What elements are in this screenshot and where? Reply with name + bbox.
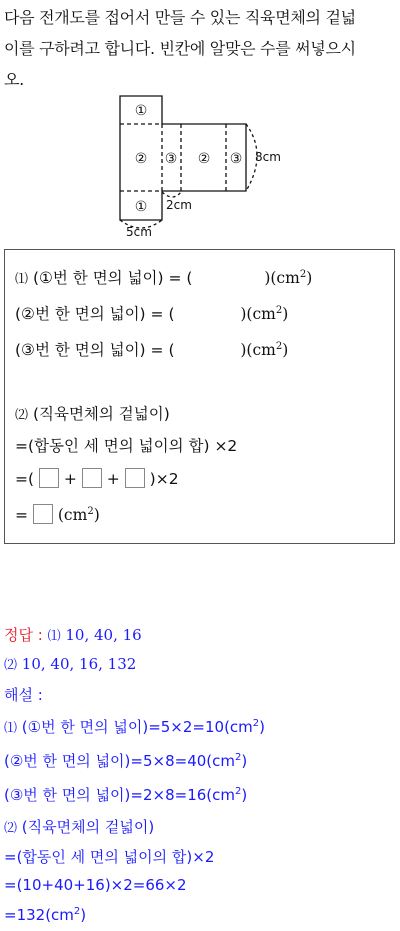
- blank-box-1[interactable]: [39, 468, 59, 488]
- answer-label: 정답 :: [4, 626, 43, 644]
- equals-sign: =: [15, 506, 28, 524]
- question-line-3: 오.: [4, 70, 24, 89]
- close-paren: ): [306, 269, 313, 287]
- face-2-area-label: (②번 한 면의 넓이) = (: [15, 305, 175, 323]
- face-3-a: ③: [164, 151, 178, 167]
- explanation-line-6: =(10+40+16)×2=66×2: [4, 876, 187, 894]
- surface-area-label: (직육면체의 겉넓이): [21, 818, 155, 836]
- explanation-line-7: [4, 906, 400, 924]
- close-paren: ): [259, 718, 266, 736]
- unit-cm: )(cm: [240, 305, 276, 323]
- explanation-line-3: [4, 784, 400, 805]
- face-1-area-label: (①번 한 면의 넓이) = (: [32, 269, 193, 287]
- face-2-left: ②: [134, 151, 148, 167]
- label-5cm: 5cm: [126, 225, 152, 239]
- answer-part-1-number: ⑴: [47, 629, 61, 644]
- problem-box: [4, 249, 395, 544]
- superscript-2: 2: [299, 269, 307, 280]
- box-line-4: [15, 402, 170, 424]
- face-2-area-calc: (②번 한 면의 넓이)=5×8=40(cm: [4, 752, 235, 770]
- blank-box-3[interactable]: [125, 468, 145, 488]
- unit-cm: )(cm: [240, 341, 276, 359]
- open-paren: =(: [15, 470, 35, 488]
- explanation-line-2: [4, 750, 400, 771]
- box-line-3: [15, 338, 288, 360]
- final-answer-calc: =132(cm: [4, 906, 74, 924]
- blank-box-4[interactable]: [33, 504, 53, 524]
- answer-line-1: [4, 624, 400, 645]
- plus-sign: +: [106, 470, 120, 488]
- net-diagram: [110, 92, 300, 242]
- explanation-part-2-number: ⑵: [4, 821, 18, 836]
- close-paren: ): [282, 341, 289, 359]
- unit-cm: )(cm: [264, 269, 300, 287]
- face-3-area-label: (③번 한 면의 넓이) = (: [15, 341, 175, 359]
- explanation-label: 해설 :: [4, 686, 43, 704]
- question-line-1: 다음 전개도를 접어서 만들 수 있는 직육면체의 겉넓: [4, 8, 356, 27]
- face-2-b: ②: [197, 151, 211, 167]
- explanation-line-4: [4, 816, 400, 837]
- box-line-1: [15, 266, 312, 288]
- close-paren: ): [282, 305, 289, 323]
- explanation-line-5: =(합동인 세 면의 넓이의 합)×2: [4, 848, 215, 866]
- close-paren: ): [93, 506, 100, 524]
- superscript-2: 2: [87, 506, 94, 517]
- blank-box-2[interactable]: [82, 468, 102, 488]
- face-1-area-calc: (①번 한 면의 넓이)=5×2=10(cm: [21, 718, 253, 736]
- face-3-b: ③: [229, 151, 243, 167]
- answer-part-2-number: ⑵: [4, 658, 18, 673]
- label-8cm: 8cm: [255, 150, 281, 164]
- face-1-top: ①: [134, 103, 148, 119]
- superscript-2: 2: [73, 906, 81, 917]
- face-3-area-calc: (③번 한 면의 넓이)=2×8=16(cm: [4, 786, 235, 804]
- question-text: [4, 2, 398, 95]
- unit-cm: (cm: [57, 506, 88, 524]
- superscript-2: 2: [235, 786, 242, 797]
- face-1-bottom: ①: [134, 199, 148, 215]
- part-1-number: ⑴: [15, 272, 29, 287]
- box-line-6: [15, 468, 179, 488]
- superscript-2: 2: [235, 752, 242, 763]
- close-paren: ): [80, 906, 87, 924]
- box-line-2: [15, 302, 288, 324]
- answer-part-1-values: 10, 40, 16: [65, 626, 142, 644]
- close-paren: ): [241, 752, 248, 770]
- surface-area-formula: =(합동인 세 면의 넓이의 합) ×2: [15, 437, 238, 455]
- plus-sign: +: [63, 470, 77, 488]
- part-2-number: ⑵: [15, 408, 29, 423]
- times-two: )×2: [149, 470, 179, 488]
- superscript-2: 2: [275, 341, 283, 352]
- box-line-5: [15, 434, 237, 456]
- label-2cm: 2cm: [166, 198, 192, 212]
- explanation-part-1-number: ⑴: [4, 721, 18, 736]
- explanation-line-1: [4, 716, 400, 737]
- question-line-2: 이를 구하려고 합니다. 빈칸에 알맞은 수를 써넣으시: [4, 39, 356, 58]
- close-paren: ): [241, 786, 248, 804]
- answer-part-2-values: 10, 40, 16, 132: [21, 655, 137, 673]
- superscript-2: 2: [275, 305, 283, 316]
- surface-area-label: (직육면체의 겉넓이): [32, 405, 170, 423]
- answer-line-2: [4, 654, 400, 673]
- superscript-2: 2: [252, 718, 260, 729]
- box-line-7: [15, 504, 100, 524]
